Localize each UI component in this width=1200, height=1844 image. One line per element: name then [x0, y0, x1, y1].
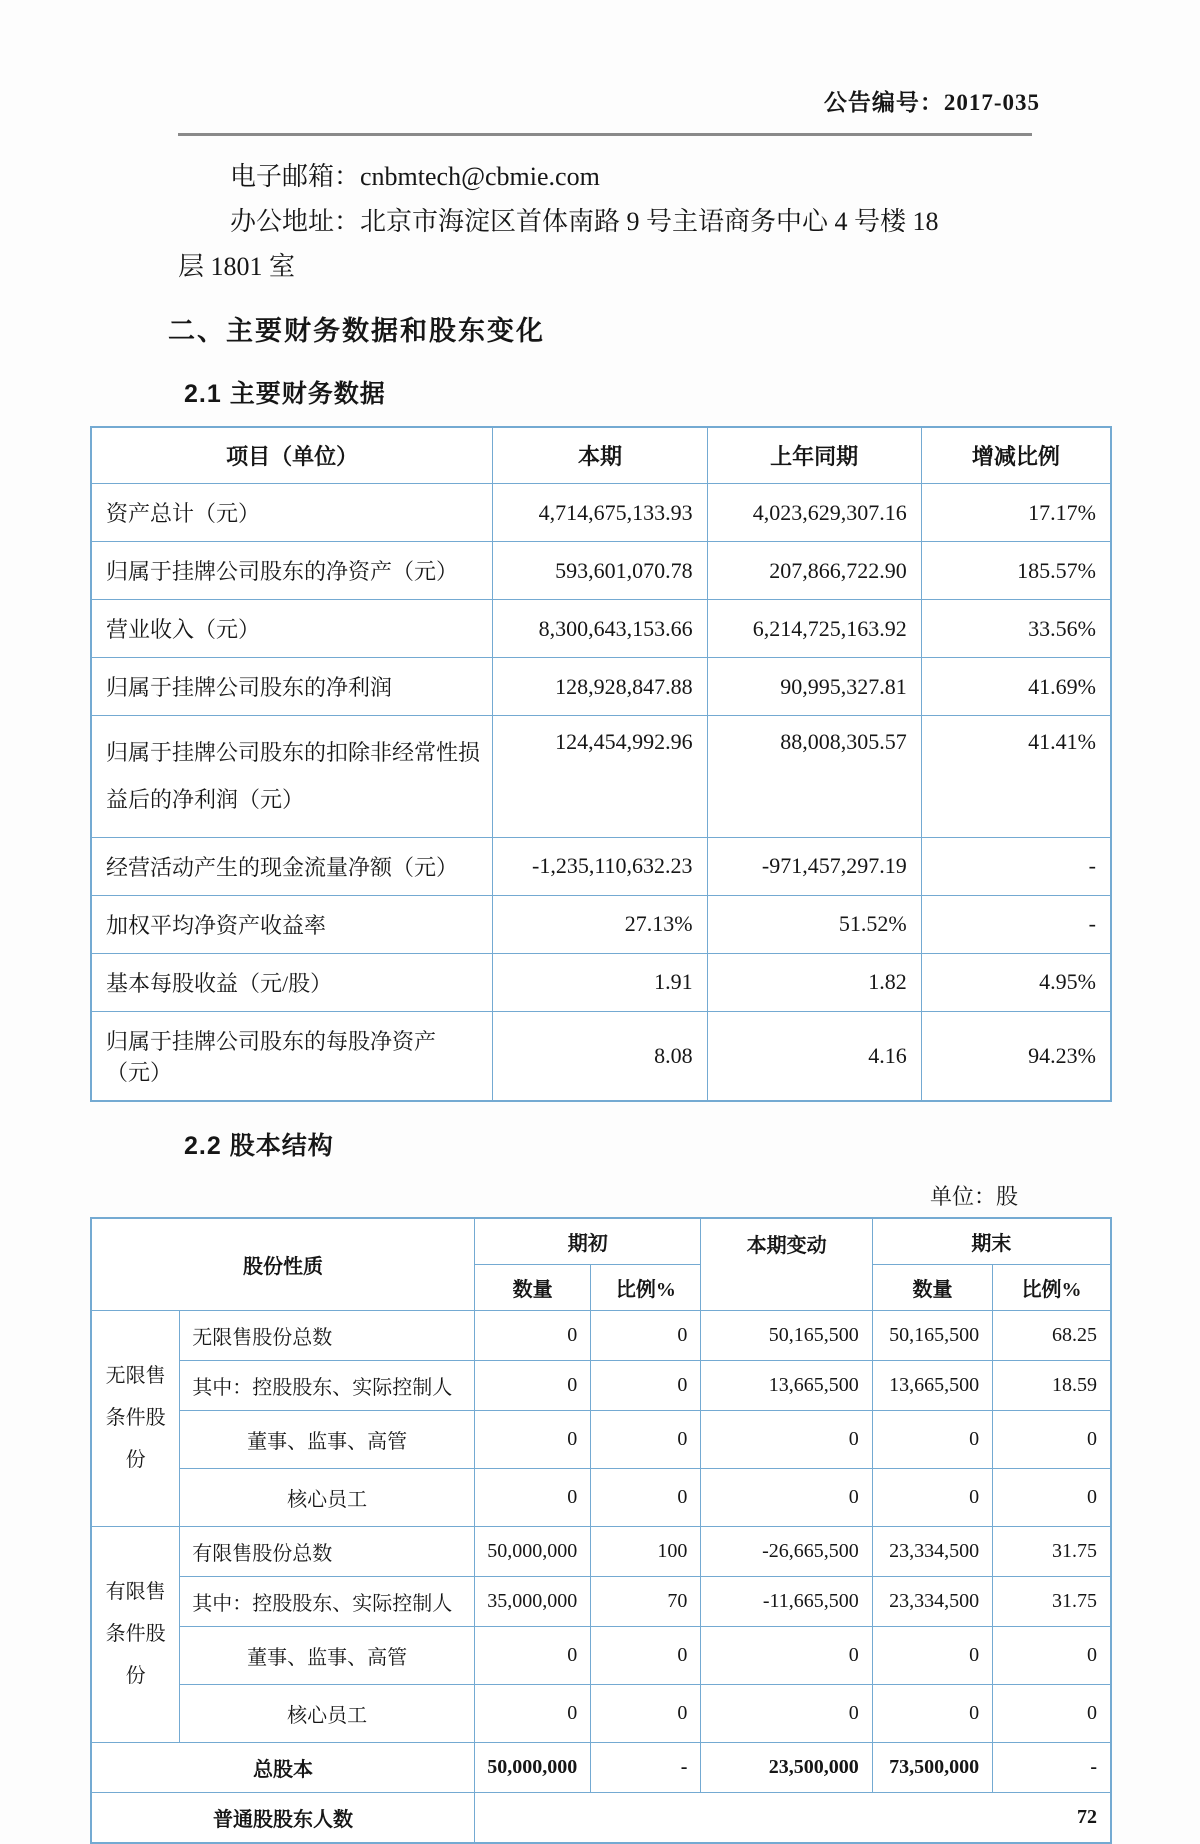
cell-begin-ratio: 0 [591, 1684, 701, 1742]
cell-end-qty: 0 [872, 1626, 992, 1684]
cell-end-ratio: 0 [993, 1410, 1111, 1468]
equity-row [91, 1526, 1111, 1576]
financial-row [91, 1011, 1111, 1101]
financial-header-row [91, 427, 1111, 484]
cell-end-ratio: 0 [993, 1468, 1111, 1526]
group-label-unrestricted: 无限售条件股份 [91, 1310, 180, 1526]
financial-row [91, 895, 1111, 953]
cell-end-qty: 73,500,000 [872, 1742, 992, 1792]
cell-change: 94.23% [921, 1011, 1111, 1101]
cell-end-qty: 13,665,500 [872, 1360, 992, 1410]
equity-header-row-1 [91, 1218, 1111, 1265]
email-line: 电子邮箱：cnbmtech@cbmie.com [230, 162, 600, 191]
cell-item: 归属于挂牌公司股东的每股净资产（元） [91, 1011, 493, 1101]
cell-end-ratio: 68.25 [993, 1310, 1111, 1360]
cell-current: -1,235,110,632.23 [493, 837, 707, 895]
cell-label: 核心员工 [180, 1468, 475, 1526]
address-line-1: 办公地址：北京市海淀区首体南路 9 号主语商务中心 4 号楼 18 [230, 207, 939, 236]
cell-begin-qty: 50,000,000 [475, 1742, 591, 1792]
cell-begin-ratio: 0 [591, 1468, 701, 1526]
col-header-end-ratio: 比例% [993, 1264, 1111, 1310]
cell-end-ratio: - [993, 1742, 1111, 1792]
cell-item: 经营活动产生的现金流量净额（元） [91, 837, 493, 895]
cell-item: 资产总计（元） [91, 484, 493, 542]
group-label-restricted: 有限售条件股份 [91, 1526, 180, 1742]
subsection-heading-equity-structure: 2.2 股本结构 [184, 1131, 334, 1160]
cell-total-label: 总股本 [91, 1742, 475, 1792]
section-heading-financial-and-shareholders: 二、主要财务数据和股东变化 [168, 316, 545, 346]
cell-end-qty: 0 [872, 1410, 992, 1468]
cell-item: 归属于挂牌公司股东的净利润 [91, 658, 493, 716]
cell-prior: 207,866,722.90 [707, 542, 921, 600]
cell-change: 0 [701, 1684, 872, 1742]
financial-data-table [90, 426, 1112, 1102]
cell-current: 8.08 [493, 1011, 707, 1101]
cell-current: 4,714,675,133.93 [493, 484, 707, 542]
equity-row [91, 1626, 1111, 1684]
cell-begin-qty: 50,000,000 [475, 1526, 591, 1576]
col-header-beginning: 期初 [475, 1218, 701, 1265]
financial-row [91, 600, 1111, 658]
cell-begin-ratio: - [591, 1742, 701, 1792]
cell-end-ratio: 31.75 [993, 1576, 1111, 1626]
cell-label: 有限售股份总数 [180, 1526, 475, 1576]
cell-change: 185.57% [921, 542, 1111, 600]
equity-holders-row [91, 1792, 1111, 1843]
cell-item: 加权平均净资产收益率 [91, 895, 493, 953]
equity-row [91, 1684, 1111, 1742]
cell-begin-qty: 0 [475, 1310, 591, 1360]
cell-begin-ratio: 0 [591, 1410, 701, 1468]
col-header-end-quantity: 数量 [872, 1264, 992, 1310]
cell-begin-qty: 0 [475, 1360, 591, 1410]
cell-prior: 6,214,725,163.92 [707, 600, 921, 658]
cell-holders-count: 72 [475, 1792, 1112, 1843]
address-line-2: 层 1801 室 [178, 252, 296, 281]
cell-current: 128,928,847.88 [493, 658, 707, 716]
cell-end-qty: 50,165,500 [872, 1310, 992, 1360]
cell-begin-qty: 0 [475, 1468, 591, 1526]
cell-prior: -971,457,297.19 [707, 837, 921, 895]
cell-change: 41.69% [921, 658, 1111, 716]
financial-row [91, 658, 1111, 716]
cell-end-qty: 23,334,500 [872, 1526, 992, 1576]
cell-label: 核心员工 [180, 1684, 475, 1742]
cell-change: 23,500,000 [701, 1742, 872, 1792]
cell-change: 0 [701, 1410, 872, 1468]
cell-begin-ratio: 100 [591, 1526, 701, 1576]
cell-change: 41.41% [921, 716, 1111, 838]
cell-label: 董事、监事、高管 [180, 1626, 475, 1684]
cell-item: 归属于挂牌公司股东的扣除非经常性损益后的净利润（元） [91, 716, 493, 838]
equity-structure-table [90, 1217, 1112, 1844]
col-header-ending: 期末 [872, 1218, 1111, 1265]
cell-prior: 90,995,327.81 [707, 658, 921, 716]
cell-change: -26,665,500 [701, 1526, 872, 1576]
cell-begin-ratio: 0 [591, 1360, 701, 1410]
contact-block [178, 154, 1200, 289]
cell-end-qty: 0 [872, 1684, 992, 1742]
cell-label: 董事、监事、高管 [180, 1410, 475, 1468]
cell-end-qty: 23,334,500 [872, 1576, 992, 1626]
col-header-share-type: 股份性质 [91, 1218, 475, 1311]
col-header-change: 增减比例 [921, 427, 1111, 484]
equity-row [91, 1360, 1111, 1410]
cell-holders-label: 普通股股东人数 [91, 1792, 475, 1843]
cell-change: 33.56% [921, 600, 1111, 658]
cell-begin-ratio: 70 [591, 1576, 701, 1626]
cell-label: 其中：控股股东、实际控制人 [180, 1576, 475, 1626]
cell-prior: 88,008,305.57 [707, 716, 921, 838]
cell-current: 593,601,070.78 [493, 542, 707, 600]
subsection-heading-financial-data: 2.1 主要财务数据 [184, 380, 386, 408]
cell-change: - [921, 837, 1111, 895]
header-divider [178, 133, 1032, 136]
cell-begin-qty: 0 [475, 1410, 591, 1468]
cell-label: 其中：控股股东、实际控制人 [180, 1360, 475, 1410]
equity-row [91, 1576, 1111, 1626]
notice-number: 公告编号：2017-035 [823, 90, 1040, 115]
cell-begin-qty: 0 [475, 1684, 591, 1742]
col-header-prior: 上年同期 [707, 427, 921, 484]
financial-row [91, 837, 1111, 895]
cell-end-ratio: 31.75 [993, 1526, 1111, 1576]
cell-prior: 4.16 [707, 1011, 921, 1101]
cell-change: - [921, 895, 1111, 953]
col-header-begin-ratio: 比例% [591, 1264, 701, 1310]
col-header-period-change: 本期变动 [701, 1218, 872, 1311]
financial-row [91, 484, 1111, 542]
cell-begin-qty: 0 [475, 1626, 591, 1684]
cell-current: 124,454,992.96 [493, 716, 707, 838]
cell-change: 0 [701, 1626, 872, 1684]
cell-prior: 51.52% [707, 895, 921, 953]
cell-begin-qty: 35,000,000 [475, 1576, 591, 1626]
unit-label: 单位：股 [929, 1183, 1018, 1209]
equity-row [91, 1310, 1111, 1360]
financial-row [91, 716, 1111, 838]
cell-change: 4.95% [921, 953, 1111, 1011]
cell-item: 营业收入（元） [91, 600, 493, 658]
cell-current: 8,300,643,153.66 [493, 600, 707, 658]
cell-begin-ratio: 0 [591, 1626, 701, 1684]
col-header-current: 本期 [493, 427, 707, 484]
equity-row [91, 1468, 1111, 1526]
cell-end-ratio: 0 [993, 1626, 1111, 1684]
cell-end-ratio: 0 [993, 1684, 1111, 1742]
cell-change: 17.17% [921, 484, 1111, 542]
financial-row [91, 542, 1111, 600]
cell-begin-ratio: 0 [591, 1310, 701, 1360]
cell-item: 归属于挂牌公司股东的净资产（元） [91, 542, 493, 600]
cell-change: 50,165,500 [701, 1310, 872, 1360]
col-header-begin-quantity: 数量 [475, 1264, 591, 1310]
col-header-item: 项目（单位） [91, 427, 493, 484]
cell-current: 27.13% [493, 895, 707, 953]
cell-label: 无限售股份总数 [180, 1310, 475, 1360]
cell-change: 0 [701, 1468, 872, 1526]
cell-end-ratio: 18.59 [993, 1360, 1111, 1410]
cell-prior: 4,023,629,307.16 [707, 484, 921, 542]
cell-prior: 1.82 [707, 953, 921, 1011]
cell-item: 基本每股收益（元/股） [91, 953, 493, 1011]
equity-total-row [91, 1742, 1111, 1792]
financial-row [91, 953, 1111, 1011]
equity-row [91, 1410, 1111, 1468]
cell-current: 1.91 [493, 953, 707, 1011]
cell-change: -11,665,500 [701, 1576, 872, 1626]
cell-end-qty: 0 [872, 1468, 992, 1526]
cell-change: 13,665,500 [701, 1360, 872, 1410]
